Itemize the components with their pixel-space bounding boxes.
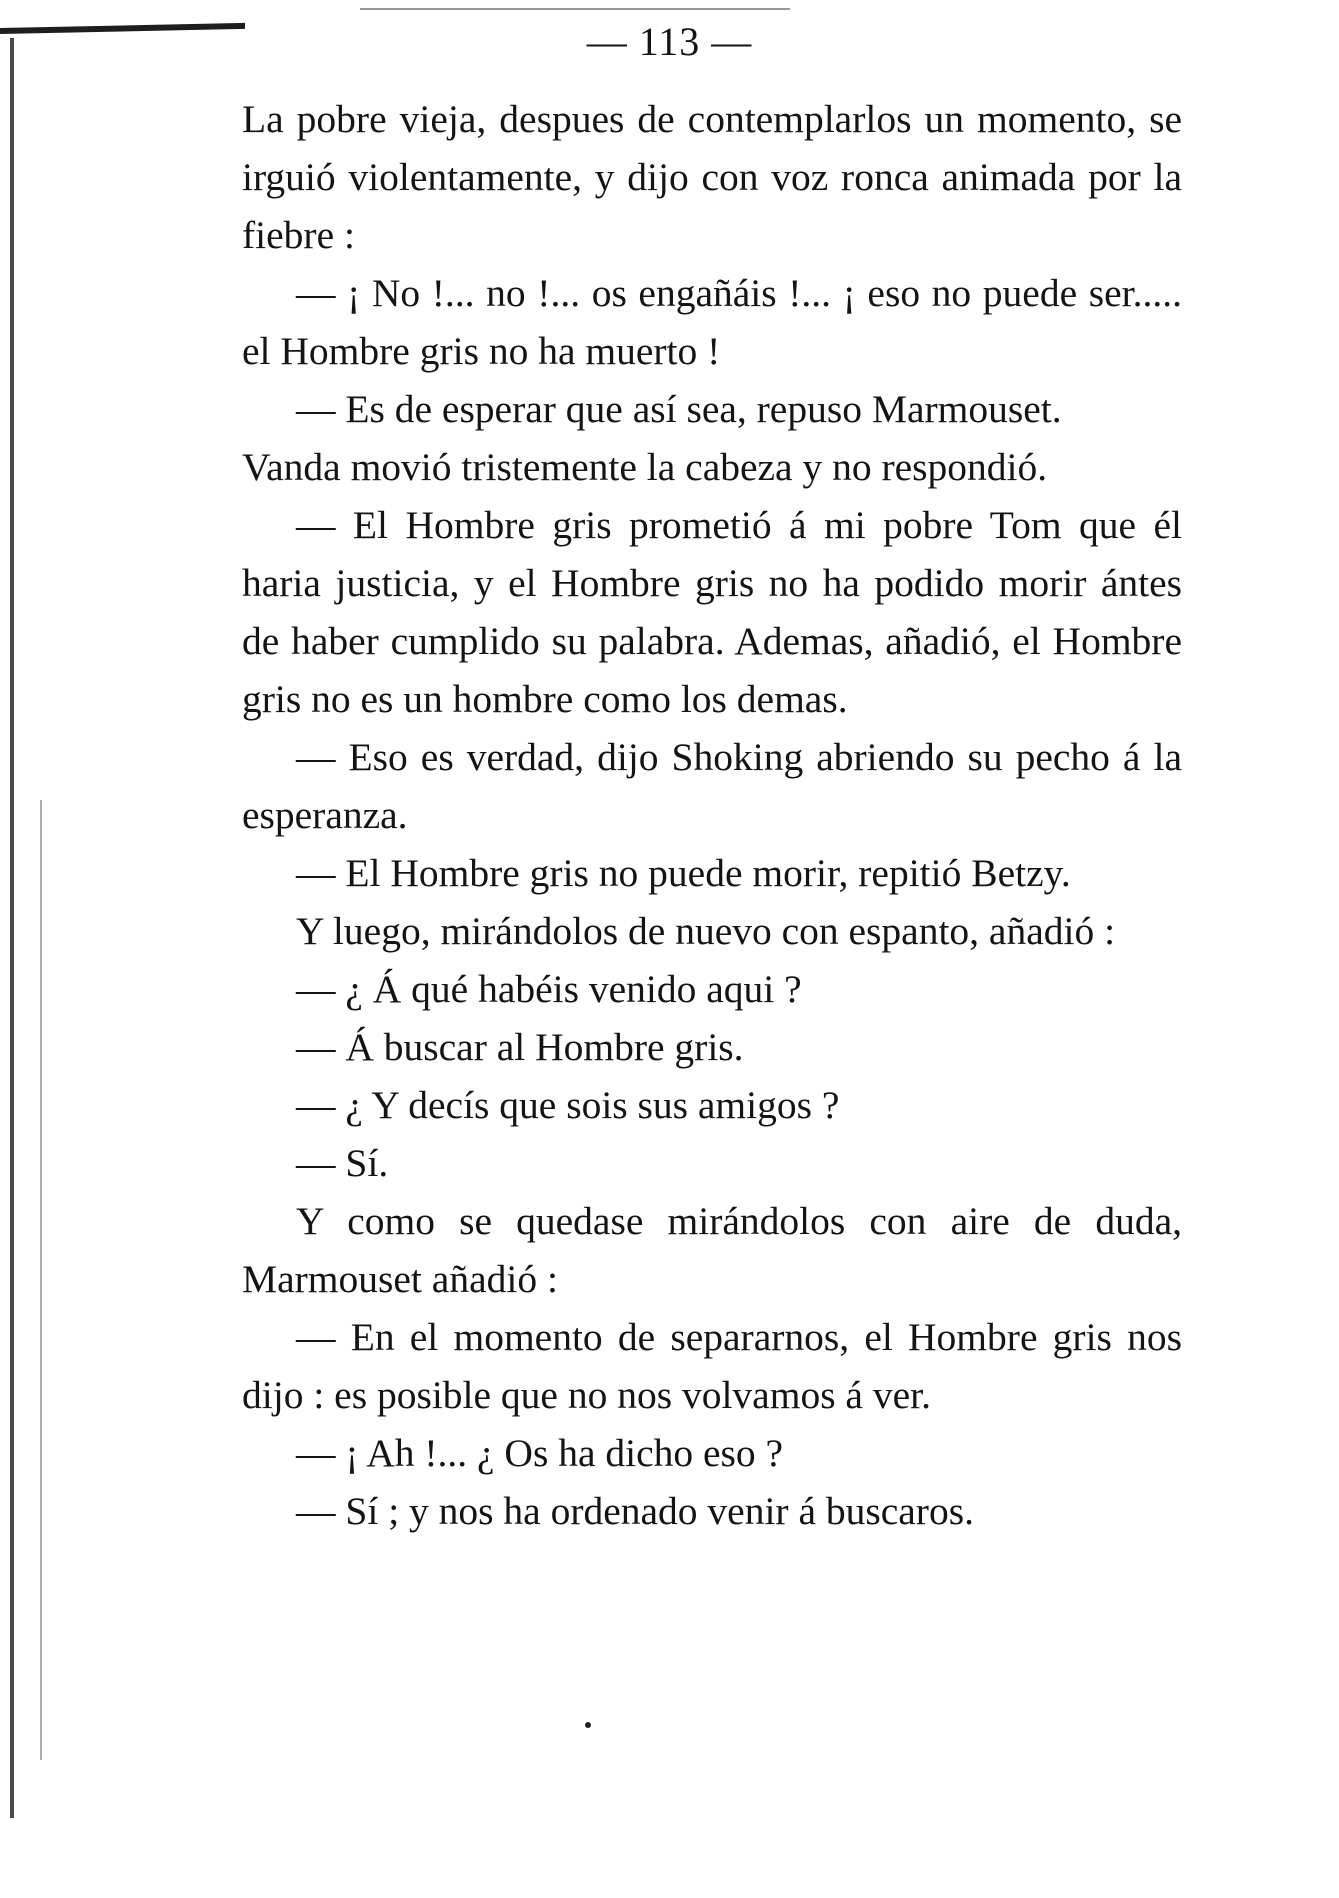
paragraph-14: — En el momento de separarnos, el Hombre gris nos dijo : es posible que no nos volvamos á ver.	[242, 1315, 1182, 1417]
page-number: — 113 —	[586, 19, 753, 64]
paragraph-12: — Sí.	[296, 1141, 389, 1185]
paragraph-4: Vanda movió tristemente la cabeza y no respondió.	[242, 445, 1048, 489]
paragraph-11: — ¿ Y decís que sois sus amigos ?	[296, 1083, 840, 1127]
paragraph-5: — El Hombre gris prometió á mi pobre Tom que él haria justicia, y el Hombre gris no ha podido morir ántes de haber cumplido su palabra. Ademas, añadió, el Hombre gris no es un hombre como los demas.	[242, 503, 1182, 721]
paragraph-6: — Eso es verdad, dijo Shoking abriendo su pecho á la esperanza.	[242, 735, 1182, 837]
paragraph-15: — ¡ Ah !... ¿ Os ha dicho eso ?	[296, 1431, 784, 1475]
paragraph-13: Y como se quedase mirándolos con aire de duda, Marmouset añadió :	[242, 1199, 1182, 1301]
paragraph-9: — ¿ Á qué habéis venido aqui ?	[296, 967, 802, 1011]
paragraph-7: — El Hombre gris no puede morir, repitió Betzy.	[296, 851, 1071, 895]
paragraph-3: — Es de esperar que así sea, repuso Marmouset.	[296, 387, 1062, 431]
top-edge-rule	[360, 8, 790, 10]
binding-edge-line	[10, 38, 14, 1818]
binding-edge-faint-line	[40, 800, 42, 1760]
paragraph-2: — ¡ No !... no !... os engañáis !... ¡ eso no puede ser..... el Hombre gris no ha muerto !	[242, 271, 1182, 373]
ink-speck	[585, 1722, 591, 1728]
paragraph-10: — Á buscar al Hombre gris.	[296, 1025, 744, 1069]
paragraph-16: — Sí ; y nos ha ordenado venir á buscaros.	[296, 1489, 974, 1533]
paragraph-8: Y luego, mirándolos de nuevo con espanto, añadió :	[296, 909, 1116, 953]
body-text	[242, 90, 1182, 1540]
paragraph-1: La pobre vieja, despues de contemplarlos un momento, se irguió violentamente, y dijo con voz ronca animada por la fiebre :	[242, 97, 1182, 257]
